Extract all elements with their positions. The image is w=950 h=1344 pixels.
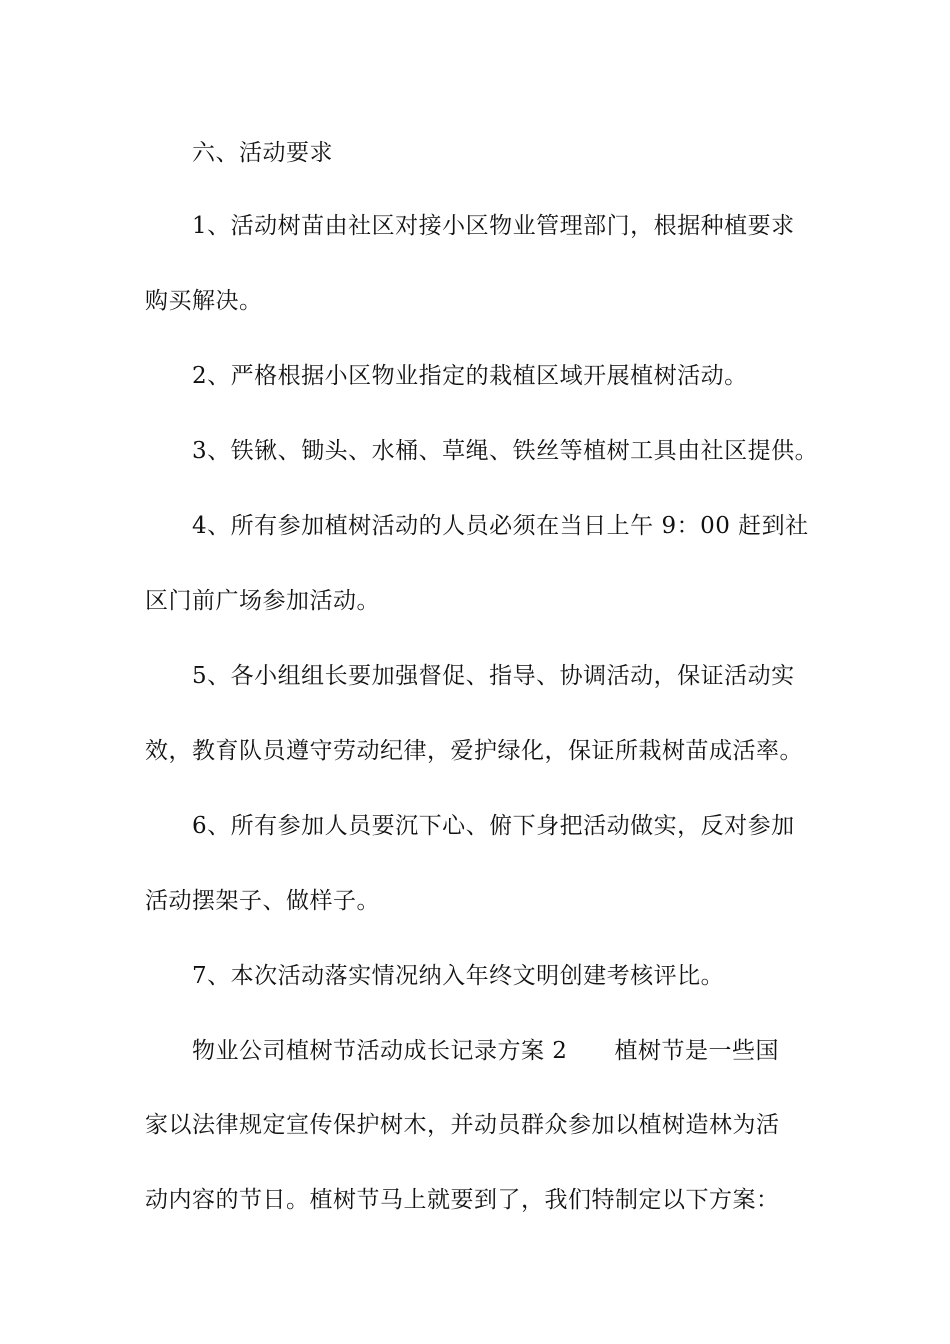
- paragraph-line: 动内容的节日。植树节马上就要到了，我们特制定以下方案：: [145, 1187, 780, 1213]
- paragraph-line: 6、所有参加人员要沉下心、俯下身把活动做实，反对参加: [192, 813, 795, 839]
- paragraph-line: 7、本次活动落实情况纳入年终文明创建考核评比。: [192, 963, 725, 989]
- paragraph-line: 1、活动树苗由社区对接小区物业管理部门，根据种植要求: [192, 213, 795, 239]
- paragraph-line: 4、所有参加植树活动的人员必须在当日上午 9：00 赶到社: [192, 513, 809, 539]
- paragraph-line: 活动摆架子、做样子。: [145, 888, 380, 914]
- paragraph-line: 购买解决。: [145, 288, 263, 314]
- paragraph-line: 2、严格根据小区物业指定的栽植区域开展植树活动。: [192, 363, 748, 389]
- paragraph-line: 区门前广场参加活动。: [145, 588, 380, 614]
- paragraph-line: 家以法律规定宣传保护树木，并动员群众参加以植树造林为活: [145, 1112, 780, 1138]
- section-heading: 六、活动要求: [192, 140, 333, 166]
- paragraph-line: 物业公司植树节活动成长记录方案 2 植树节是一些国: [192, 1038, 779, 1064]
- paragraph-line: 5、各小组组长要加强督促、指导、协调活动，保证活动实: [192, 663, 795, 689]
- paragraph-line: 3、铁锹、锄头、水桶、草绳、铁丝等植树工具由社区提供。: [192, 438, 819, 464]
- paragraph-line: 效，教育队员遵守劳动纪律，爱护绿化，保证所栽树苗成活率。: [145, 738, 803, 764]
